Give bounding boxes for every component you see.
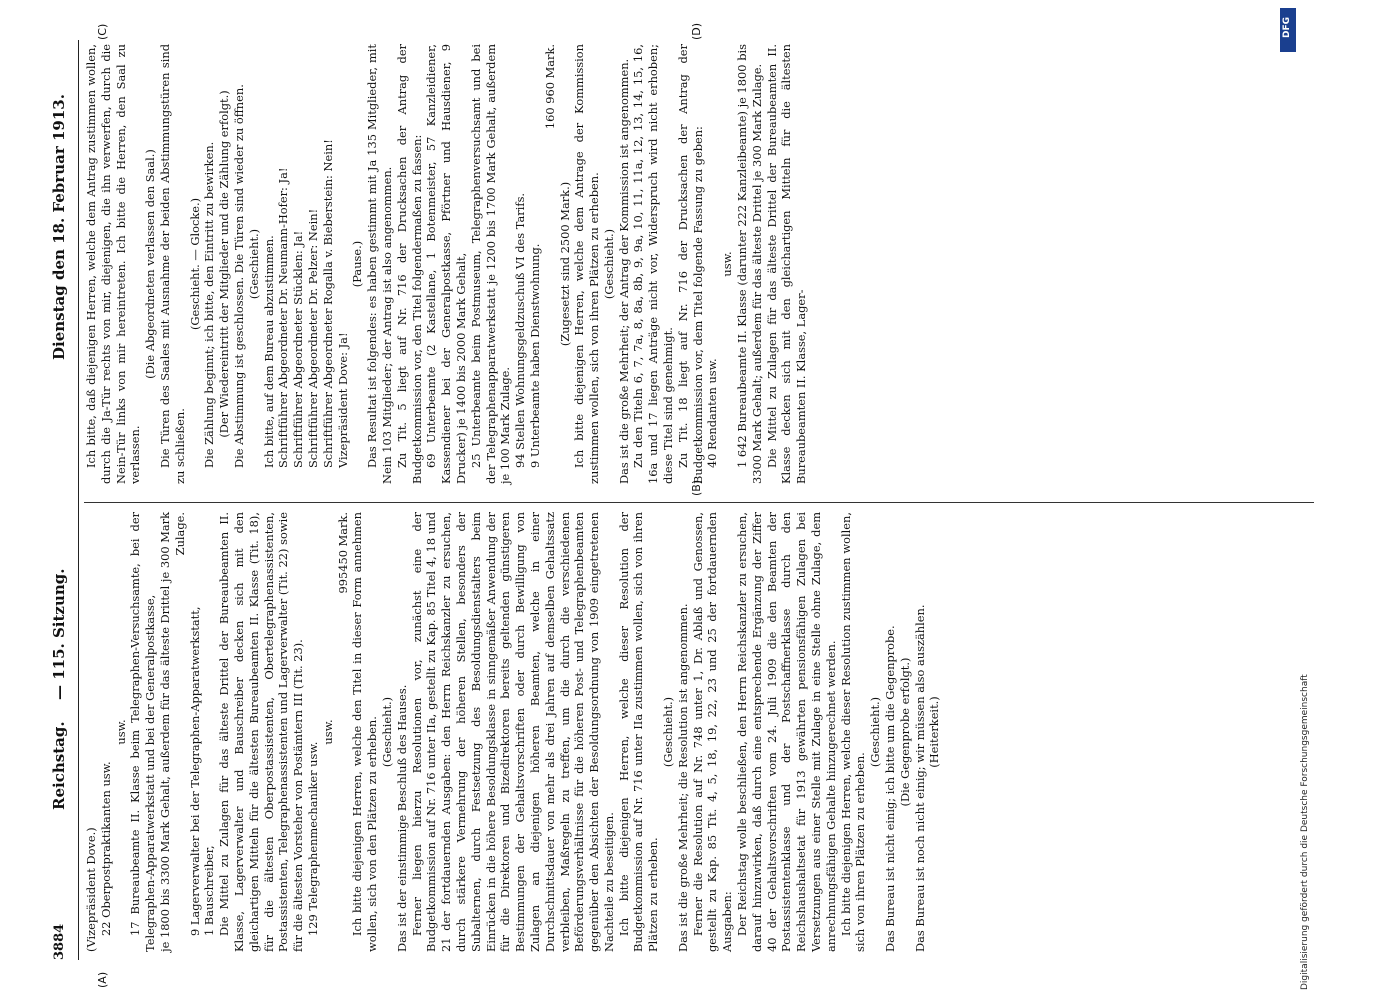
budget-line: 22 Oberpostpraktikanten usw.	[98, 761, 113, 936]
paragraph: Zu den Titeln 6, 7, 7a, 8, 8a, 8b, 9, 9a, 10, 11, 11a, 12, 13, 14, 15, 16, 16a und 17 liegen Anträge nicht vor, Widerspruch wird nicht erhoben; diese Titel sind genehmigt.	[631, 44, 676, 484]
paragraph: Das Resultat ist folgendes: es haben gestimmt mit Ja 135 Mitglieder, mit Nein 103 Mitglieder; der Antrag ist also angenommen.	[365, 44, 394, 484]
stage-direction: (Pause.)	[350, 240, 365, 288]
paragraph: Das ist der einstimmige Beschluß des Hauses.	[394, 684, 409, 952]
budget-line: 69 Unterbeamte (2 Kastellane, 1 Botenmeister, 57 Kanzleidiener, Kassendiener bei der Generalpostkasse, Pförtner und Hausdiener, 9 Drucker) je 1400 bis 2000 Mark Gehalt,	[424, 44, 468, 484]
stage-direction: (Die Abgeordneten verlassen den Saal.)	[143, 149, 158, 379]
header-date: Dienstag den 18. Februar 1913.	[50, 94, 68, 360]
paragraph: Ich bitte diejenigen Herren, welche dieser Resolution zustimmen wollen, sich von ihren Plätzen zu erheben.	[838, 512, 868, 952]
budget-line: usw.	[113, 719, 128, 745]
budget-line: 25 Unterbeamte beim Postmuseum, Telegraphenversuchsamt und bei der Telegraphenapparatwerkstatt je 1200 bis 1700 Mark Gehalt, außerdem je 100 Mark Zulage.	[468, 44, 513, 484]
stage-direction: (Geschieht.)	[379, 696, 394, 768]
paragraph: Ferner liegen hierzu Resolutionen vor, zunächst eine der Budgetkommission auf Nr. 716 unter IIa, gestellt zu Kap. 85 Titel 4, 18 und 21 der fortdauernden Ausgaben: den Herrn Reichskanzler zu ersuchen, durch stärkere Vermehrung der höheren Stellen, besonders der Subalternen, durch Festsetzung des Besoldungsdienstalters beim Einrücken in die höhere Besoldungsklasse in sinngemäßer Anwendung der für die Direktoren und Bizedirektoren bereits geltenden günstigeren Bestimmungen der Gehaltsvorschriften oder durch Bewilligung von Zulagen an diejenigen höheren Beamten, welche in einer Durchschnittsdauer von mehr als drei Jahren auf demselben Gehaltssatz verbleiben, Maßregeln zu treffen, um die durch die verschiedenen Beförderungsverhältnisse für die höheren Post- und Telegraphenbeamten gegenüber den Absichten der Besoldungsordnung von 1909 eingetretenen Nachteile zu beseitigen.	[409, 512, 616, 952]
paragraph: Die Zählung beginnt; ich bitte, den Eintritt zu bewirken.	[202, 141, 217, 468]
dfg-logo-text: DFG	[1282, 16, 1292, 38]
paragraph: Ich bitte diejenigen Herren, welche dem Antrage der Kommission zustimmen wollen, sich von ihren Plätzen zu erheben.	[572, 44, 602, 484]
page-header	[48, 40, 76, 960]
paragraph: Ferner die Resolution auf Nr. 748 unter 1, Dr. Ablaß und Genossen, gestellt zu Kap. 85 Tit. 4, 5, 18, 19, 22, 23 und 25 der fortdauernden Ausgaben:	[690, 512, 735, 952]
stage-direction: (Geschieht.)	[661, 696, 676, 768]
budget-line: 9 Lagerverwalter bei der Telegraphen-Apparatwerkstatt,	[187, 606, 202, 936]
header-session: — 115. Sitzung.	[50, 568, 68, 700]
stage-direction: (Heiterkeit.)	[927, 696, 942, 768]
dfg-caption: Digitalisierung gefördert durch die Deutsche Forschungsgemeinschaft	[1300, 674, 1310, 990]
paragraph: Ich bitte diejenigen Herren, welche den Titel in dieser Form annehmen wollen, sich von den Plätzen zu erheben.	[350, 512, 380, 952]
speaker-line: Schriftführer Abgeordneter Dr. Pelzer: Nein!	[305, 208, 320, 468]
budget-line: 40 Rendanten usw.	[705, 358, 720, 468]
budget-line: 1 642 Bureaubeamte II. Klasse (darunter 222 Kanzleibeamte) je 1800 bis 3300 Mark Gehalt; außerdem für das älteste Drittel je 300 Mark Zulage.	[735, 44, 764, 484]
paragraph: Die Mittel zu Zulagen für das älteste Drittel der Bureaubeamten II. Klasse, Lagerverwalter und Bauschreiber decken sich mit den gleichartigen Mitteln für die ältesten Bureaubeamten II. Klasse (Tit. 18), für die ältesten Oberpostassistenten, Obertelegraphenassistenten, Postassistenten, Telegraphenassistenten und Lagerverwalter (Tit. 22) sowie für die ältesten Vorsteher von Postämtern III (Tit. 23).	[217, 512, 306, 952]
budget-total: 160 960 Mark.	[542, 44, 557, 130]
paragraph: Ich bitte, auf dem Bureau abzustimmen.	[261, 235, 276, 468]
budget-bracket: je 1800 bis 3300 Mark Gehalt, außerdem für das älteste Drittel je 300 Mark Zulage.	[157, 512, 187, 952]
budget-line: usw.	[720, 251, 735, 277]
stage-direction: (Die Gegenprobe erfolgt.)	[897, 657, 912, 807]
header-left: Reichstag.	[50, 721, 68, 810]
margin-mark-a: (A)	[96, 971, 109, 988]
stage-direction: (Geschieht.)	[868, 696, 883, 768]
budget-line: 17 Bureaubeamte II. Klasse beim Telegraphen-Versuchsamte, bei der Telegraphen-Apparatwerkstatt und bei der Generalpostkasse,	[128, 512, 158, 952]
page-number: 3884	[52, 923, 67, 960]
stage-direction: (Der Wiedereintritt der Mitglieder und die Zählung erfolgt.)	[217, 90, 232, 438]
speaker-line: Schriftführer Abgeordneter Rogalla v. Bieberstein: Nein!	[320, 139, 335, 468]
margin-mark-b: (B)	[690, 479, 703, 496]
column-rule	[84, 502, 1314, 503]
paragraph: Zu Tit. 18 liegt auf Nr. 716 der Drucksachen der Antrag der Budgetkommission vor, dem Titel folgende Fassung zu geben:	[675, 44, 705, 484]
stage-direction: (Geschieht.)	[601, 228, 616, 300]
paragraph: Zu Tit. 5 liegt auf Nr. 716 der Drucksachen der Antrag der Budgetkommission vor, den Titel folgendermaßen zu fassen:	[394, 44, 424, 484]
paragraph: Der Reichstag wolle beschließen, den Herrn Reichskanzler zu ersuchen, darauf hinzuwirken, daß durch eine entsprechende Ergänzung der Ziffer 40 der Gehaltsvorschriften vom 24. Juli 1909 die den Beamten der Postassistentenklasse und der Postschaffnerklasse durch den Reichshaushaltsetat für 1913 gewährten pensionsfähigen Zulagen bei Versetzungen aus einer Stelle mit Zulage in eine Stelle ohne Zulage, dem anrechnungsfähigen Gehalte hinzugerechnet werden.	[735, 512, 838, 952]
budget-total: 995450 Mark.	[335, 512, 350, 594]
margin-mark-c: (C)	[96, 23, 109, 40]
paragraph: Die Türen des Saales mit Ausnahme der beiden Abstimmungstüren sind zu schließen.	[157, 44, 187, 484]
margin-mark-d: (D)	[690, 22, 703, 40]
paragraph: Ich bitte, daß diejenigen Herren, welche dem Antrag zustimmen wollen, durch die Ja-Tür rechts von mir, diejenigen, die ihn verwerfen, durch die Nein-Tür links von mir hereintreten. Ich bitte die Herren, den Saal zu verlassen.	[84, 44, 143, 484]
paragraph: Ich bitte diejenigen Herren, welche dieser Resolution der Budgetkommission auf Nr. 716 unter IIa zustimmen wollen, sich von ihren Plätzen zu erheben.	[616, 512, 661, 952]
paragraph: Das Bureau ist nicht einig; ich bitte um die Gegenprobe.	[883, 625, 898, 952]
paragraph: Das ist die große Mehrheit; die Resolution ist angenommen.	[675, 603, 690, 952]
paragraph: Die Abstimmung ist geschlossen. Die Türen sind wieder zu öffnen.	[231, 84, 246, 468]
stage-direction: (Zugesetzt sind 2500 Mark.)	[557, 181, 572, 347]
paragraph: Das Bureau ist noch nicht einig; wir müssen also auszählen.	[912, 604, 927, 952]
left-column	[84, 512, 942, 952]
paragraph: Die Mittel zu Zulagen für das älteste Drittel der Bureaubeamten II. Klasse decken sich mit den gleichartigen Mitteln für die ältesten Bureaubeamten II. Klasse, Lager-	[764, 44, 809, 484]
right-column	[84, 44, 809, 484]
speaker-line: Vizepräsident Dove: Ja!	[335, 332, 350, 468]
dfg-logo	[1280, 8, 1296, 52]
budget-line: 94 Stellen Wohnungsgeldzuschuß VI des Tarifs.	[513, 192, 528, 468]
stage-direction: (Geschieht. — Glocke.)	[187, 197, 202, 331]
stage-direction: (Geschieht.)	[246, 228, 261, 300]
budget-line: 1 Bauschreiber,	[202, 845, 217, 936]
budget-line: usw.	[320, 719, 335, 745]
speaker-line: Schriftführer Abgeordneter Stücklen: Ja!	[291, 230, 306, 468]
header-rule	[78, 40, 79, 960]
budget-line: 9 Unterbeamte haben Dienstwohnung.	[527, 243, 542, 468]
speaker-label: (Vizepräsident Dove.)	[84, 827, 98, 952]
speaker-line: Schriftführer Abgeordneter Dr. Neumann-Hofer: Ja!	[276, 167, 291, 468]
paragraph: Das ist die große Mehrheit; der Antrag der Kommission ist angenommen.	[616, 58, 631, 484]
budget-line: 129 Telegraphenmechaniker usw.	[305, 741, 320, 936]
